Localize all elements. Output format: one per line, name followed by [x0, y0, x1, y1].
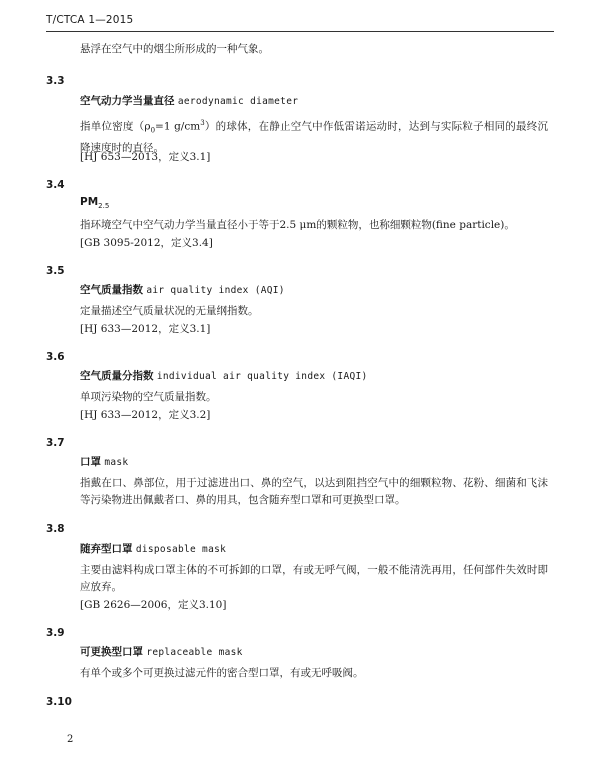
- page-number: 2: [67, 734, 74, 745]
- clause-number: 3.8: [46, 523, 65, 535]
- term-replaceable-mask: 可更换型口罩 replaceable mask: [80, 646, 243, 658]
- document-code: T/CTCA 1—2015: [46, 14, 134, 26]
- definition: 定量描述空气质量状况的无量纲指数。: [80, 305, 259, 317]
- term-mask: 口罩 mask: [80, 456, 129, 468]
- definition: 主要由滤料构成口罩主体的不可拆卸的口罩，有或无呼气阀，一般不能清洗再用，任何部件失效时即应放弃。: [80, 564, 548, 593]
- header-rule: [46, 31, 554, 32]
- source-reference: [HJ 633—2012，定义3.2]: [80, 409, 211, 421]
- clause-number: 3.6: [46, 351, 65, 363]
- clause-number: 3.7: [46, 437, 65, 449]
- source-reference: [HJ 653—2013，定义3.1]: [80, 151, 211, 163]
- clause-number: 3.4: [46, 179, 65, 191]
- clause-number: 3.9: [46, 627, 65, 639]
- definition: 指环境空气中空气动力学当量直径小于等于2.5 μm的颗粒物，也称细颗粒物(fine particle)。: [80, 219, 515, 231]
- clause-number: 3.10: [46, 696, 72, 708]
- continued-definition: 悬浮在空气中的烟尘所形成的一种气象。: [80, 43, 269, 55]
- term-iaqi: 空气质量分指数 individual air quality index (IAQI): [80, 370, 368, 382]
- source-reference: [GB 2626—2006，定义3.10]: [80, 599, 227, 611]
- definition: 指单位密度（$\rho_0=1$ $g/cm^3$）的球体，在静止空气中作低雷诺运动时，达到与实际粒子相同的最终沉降速度时的直径。: [80, 119, 549, 154]
- term-aerodynamic-diameter: 空气动力学当量直径 aerodynamic diameter: [80, 95, 299, 107]
- term-aqi: 空气质量指数 air quality index (AQI): [80, 284, 285, 296]
- definition: 有单个或多个可更换过滤元件的密合型口罩，有或无呼吸阀。: [80, 667, 364, 679]
- source-reference: [GB 3095-2012，定义3.4]: [80, 237, 213, 249]
- clause-number: 3.3: [46, 75, 65, 87]
- definition: 指戴在口、鼻部位，用于过滤进出口、鼻的空气，以达到阻挡空气中的细颗粒物、花粉、细菌和飞沫等污染物进出佩戴者口、鼻的用具，包含随弃型口罩和可更换型口罩。: [80, 477, 548, 506]
- definition: 单项污染物的空气质量指数。: [80, 391, 217, 403]
- term-disposable-mask: 随弃型口罩 disposable mask: [80, 543, 227, 555]
- clause-number: 3.5: [46, 265, 65, 277]
- source-reference: [HJ 633—2012，定义3.1]: [80, 323, 211, 335]
- term-pm25: $PM_{2.5}$: [80, 196, 110, 211]
